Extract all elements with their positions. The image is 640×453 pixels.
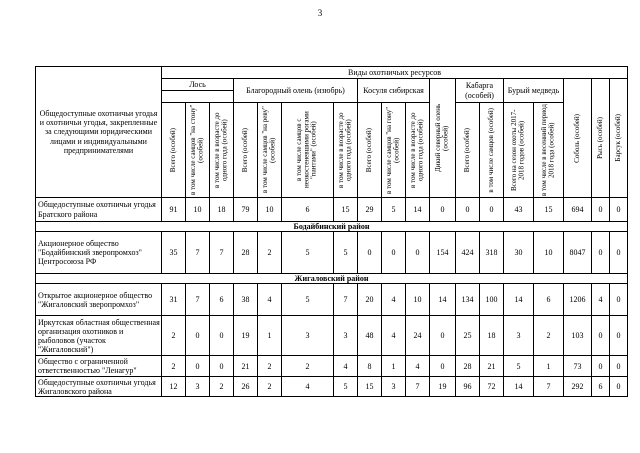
table-cell: 28 [456, 356, 480, 377]
table-cell: 0 [610, 377, 628, 397]
table-cell: 103 [564, 316, 592, 356]
table-cell: 1 [534, 356, 564, 377]
table-cell: 0 [382, 232, 406, 274]
table-cell: 2 [258, 356, 282, 377]
table-cell: 10 [406, 284, 430, 316]
table-cell: 4 [282, 377, 334, 397]
table-cell: 35 [162, 232, 186, 274]
table-cell: 0 [186, 356, 210, 377]
table-row [36, 377, 628, 397]
table-cell: 8047 [564, 232, 592, 274]
table-cell: 4 [406, 356, 430, 377]
table-cell: 8 [358, 356, 382, 377]
header-col-los-total: Всего (особей) [168, 127, 177, 173]
table-cell: 5 [282, 284, 334, 316]
table-cell: 2 [534, 316, 564, 356]
header-group-kabarga: Кабарга (особей) [456, 79, 504, 103]
table-cell: 2 [162, 356, 186, 377]
table-cell: 19 [430, 377, 456, 397]
table-cell: 4 [382, 316, 406, 356]
table-cell: 6 [282, 198, 334, 222]
header-col-wild-reindeer: Дикий северный олень (особей) [434, 103, 450, 173]
table-cell: 1206 [564, 284, 592, 316]
row-name: Общество с ограниченной ответственностью "Ленагур" [36, 356, 162, 377]
header-col-olen-total: Всего (особей) [240, 127, 249, 173]
table-row [36, 316, 628, 356]
table-cell: 4 [382, 284, 406, 316]
header-col-los-young: в том числе в возрасте до одного года (особей) [213, 112, 229, 188]
header-col-kos-young: в том числе в возрасте до одного года (особей) [409, 112, 425, 188]
table-cell: 0 [358, 232, 382, 274]
table-cell: 0 [210, 316, 234, 356]
table-cell: 31 [162, 284, 186, 316]
table-cell: 15 [534, 198, 564, 222]
table-cell: 7 [186, 232, 210, 274]
table-cell: 1 [258, 316, 282, 356]
table-cell: 5 [382, 198, 406, 222]
table-row [36, 356, 628, 377]
table-cell: 3 [382, 377, 406, 397]
table-cell: 100 [480, 284, 504, 316]
table-cell: 0 [592, 316, 610, 356]
table-cell: 14 [504, 284, 534, 316]
header-resources: Виды охотничьих ресурсов [162, 67, 628, 79]
table-cell: 73 [564, 356, 592, 377]
table-cell: 0 [430, 316, 456, 356]
table-cell: 5 [504, 356, 534, 377]
table-cell: 96 [456, 377, 480, 397]
table-cell: 6 [534, 284, 564, 316]
table-cell: 38 [234, 284, 258, 316]
table-cell: 19 [234, 316, 258, 356]
table-cell: 12 [162, 377, 186, 397]
table-cell: 14 [430, 284, 456, 316]
header-group-los: Лось [162, 79, 234, 91]
table-cell: 134 [456, 284, 480, 316]
table-cell: 24 [406, 316, 430, 356]
table-cell: 1 [382, 356, 406, 377]
table-row [36, 284, 628, 316]
header-col-los-males: в том числе самцов "на стону" (особей) [189, 104, 205, 196]
header-col-lynx: Рысь (особей) [595, 117, 604, 159]
table-cell: 7 [210, 232, 234, 274]
table-cell: 6 [592, 377, 610, 397]
table-cell: 0 [456, 198, 480, 222]
table-cell: 2 [162, 316, 186, 356]
header-col-kab-total: Всего (особей) [462, 127, 471, 173]
header-col-kos-total: Всего (особей) [364, 127, 373, 173]
row-name: Акционерное общество "Бодайбинский зверопромхоз" Центросоюза РФ [36, 232, 162, 274]
table-cell: 0 [610, 232, 628, 274]
table-cell: 4 [258, 284, 282, 316]
table-cell: 3 [282, 316, 334, 356]
table-cell: 20 [358, 284, 382, 316]
table-cell: 4 [592, 284, 610, 316]
table-cell: 5 [334, 232, 358, 274]
table-cell: 292 [564, 377, 592, 397]
table-cell: 4 [334, 356, 358, 377]
table-cell: 10 [534, 232, 564, 274]
table-cell: 0 [186, 316, 210, 356]
table-cell: 15 [358, 377, 382, 397]
section-row [36, 274, 628, 284]
header-col-kab-males: в том числе самцов (особей) [486, 107, 495, 193]
header-group-kosulya: Косуля сибирская [358, 79, 430, 103]
table-cell: 424 [456, 232, 480, 274]
table-cell: 21 [234, 356, 258, 377]
table-cell: 5 [334, 377, 358, 397]
table-cell: 7 [534, 377, 564, 397]
table-cell: 0 [592, 232, 610, 274]
table-cell: 7 [186, 284, 210, 316]
table-cell: 0 [406, 232, 430, 274]
header-first-col: Общедоступные охотничьи угодья и охотничьи угодья, закрепленные за следующими юридическими лицами и индивидуальными предпринимателями [36, 67, 162, 198]
table-cell: 5 [282, 232, 334, 274]
header-group-medved: Бурый медведь [504, 79, 564, 103]
header-col-olen-unossified: в том числе самцов с неокостеневшими рогами "пантами" (особей) [295, 111, 319, 189]
table-row [36, 198, 628, 222]
table-cell: 14 [504, 377, 534, 397]
table-cell: 0 [592, 198, 610, 222]
table-cell: 2 [210, 377, 234, 397]
table-cell: 6 [210, 284, 234, 316]
row-name: Общедоступные охотничьи угодья Братского района [36, 198, 162, 222]
table-cell: 2 [258, 377, 282, 397]
table-cell: 10 [186, 198, 210, 222]
row-name: Открытое акционерное общество "Жигаловский зверопромхоз" [36, 284, 162, 316]
table-cell: 25 [456, 316, 480, 356]
table-cell: 7 [334, 284, 358, 316]
table-cell: 0 [610, 356, 628, 377]
table-cell: 0 [210, 356, 234, 377]
header-col-kos-males: в том числе самцов "на гону" (особей) [385, 106, 401, 194]
table-cell: 694 [564, 198, 592, 222]
table-cell: 18 [480, 316, 504, 356]
table-cell: 154 [430, 232, 456, 274]
table-cell: 15 [334, 198, 358, 222]
table-cell: 0 [610, 316, 628, 356]
header-col-bear-season: Всего на сезон охоты 2017-2018 годов (особей) [510, 109, 526, 191]
row-name: Общедоступные охотничьи угодья Жигаловского района [36, 377, 162, 397]
header-col-bear-spring: в том числе в весенний период 2018 года (особей) [540, 104, 556, 196]
table-cell: 91 [162, 198, 186, 222]
table-cell: 18 [210, 198, 234, 222]
table-cell: 2 [282, 356, 334, 377]
table-cell: 48 [358, 316, 382, 356]
table-cell: 3 [334, 316, 358, 356]
section-title: Бодайбинский район [36, 222, 628, 232]
table-cell: 26 [234, 377, 258, 397]
table-cell: 0 [430, 356, 456, 377]
table-cell: 30 [504, 232, 534, 274]
section-title: Жигаловский район [36, 274, 628, 284]
table-cell: 0 [610, 198, 628, 222]
table-cell: 0 [592, 356, 610, 377]
hunting-resources-table [35, 66, 628, 397]
table-cell: 318 [480, 232, 504, 274]
header-col-olen-males: в том числе самцов "на реву" (особей) [261, 106, 277, 194]
table-cell: 3 [504, 316, 534, 356]
table-cell: 3 [186, 377, 210, 397]
table-cell: 79 [234, 198, 258, 222]
table-cell: 2 [258, 232, 282, 274]
table-cell: 0 [610, 284, 628, 316]
header-col-badger: Барсук (особей) [613, 114, 622, 162]
table-cell: 28 [234, 232, 258, 274]
table-row [36, 232, 628, 274]
table-cell: 29 [358, 198, 382, 222]
table-cell: 7 [406, 377, 430, 397]
row-name: Иркутская областная общественная организация охотников и рыболовов (участок "Жигаловский") [36, 316, 162, 356]
table-cell: 0 [480, 198, 504, 222]
header-col-sable: Соболь (особей) [572, 113, 581, 163]
header-group-olen: Благородный олень (изюбрь) [234, 79, 358, 103]
table-cell: 0 [430, 198, 456, 222]
page-number: 3 [317, 8, 323, 18]
section-row [36, 222, 628, 232]
table-cell: 72 [480, 377, 504, 397]
table-cell: 10 [258, 198, 282, 222]
table-cell: 21 [480, 356, 504, 377]
table-cell: 14 [406, 198, 430, 222]
header-col-olen-young: в том числе в возрасте до одного года (особей) [337, 112, 353, 188]
table-cell: 43 [504, 198, 534, 222]
